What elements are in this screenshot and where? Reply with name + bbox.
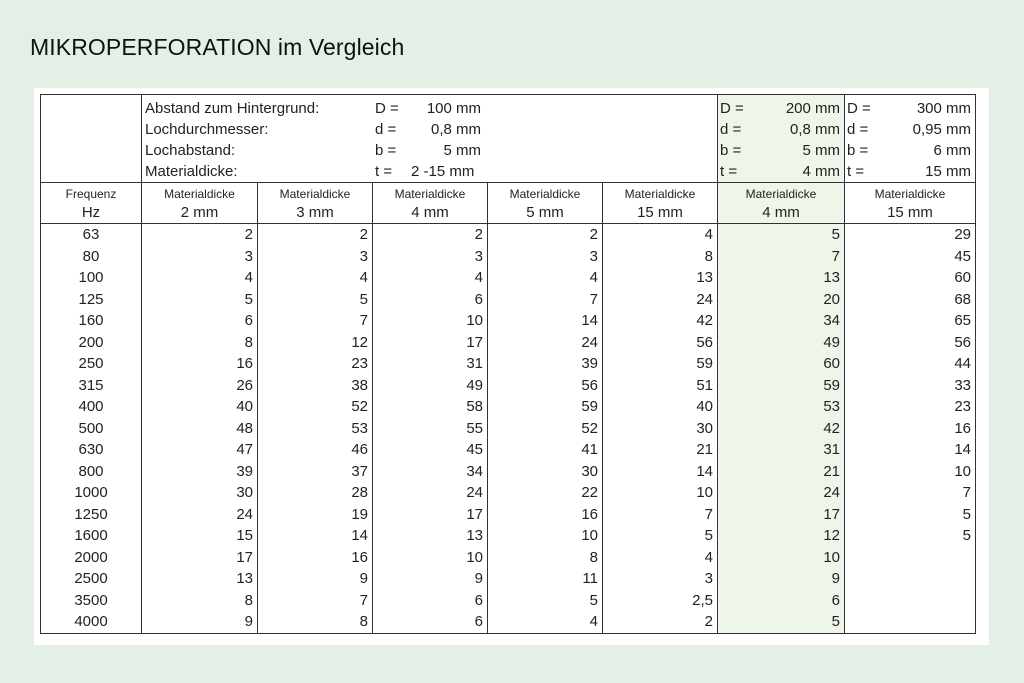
frequency-cell: 315	[41, 375, 142, 397]
column-header-unit: 2 mm	[180, 204, 219, 221]
value-cell: 44	[845, 353, 976, 375]
column-header	[373, 183, 488, 224]
parameter-label: Materialdicke:	[145, 163, 238, 180]
value-cell: 13	[718, 267, 845, 289]
value-cell: 49	[718, 332, 845, 354]
frequency-cell: 1600	[41, 525, 142, 547]
value-cell: 2	[373, 224, 488, 246]
parameter-variable: b =	[375, 142, 397, 159]
parameter-label: Lochdurchmesser:	[145, 121, 269, 138]
value-cell: 31	[718, 439, 845, 461]
frequency-cell: 100	[41, 267, 142, 289]
value-cell: 49	[373, 375, 488, 397]
frequency-cell: 630	[41, 439, 142, 461]
column-header-title: Materialdicke	[279, 187, 351, 201]
column-header	[488, 183, 603, 224]
col6-parameters	[718, 95, 845, 183]
value-cell: 3	[258, 246, 373, 268]
value-cell: 10	[373, 310, 488, 332]
value-cell: 13	[373, 525, 488, 547]
value-cell: 52	[488, 418, 603, 440]
value-cell: 34	[373, 461, 488, 483]
column-header-title: Materialdicke	[394, 187, 466, 201]
frequency-cell: 2000	[41, 547, 142, 569]
frequency-cell: 2500	[41, 568, 142, 590]
value-cell: 7	[845, 482, 976, 504]
parameter-variable: D =	[847, 100, 871, 117]
value-cell: 11	[488, 568, 603, 590]
value-cell: 3	[373, 246, 488, 268]
table-row	[41, 418, 976, 440]
value-cell: 9	[142, 611, 258, 633]
column-header	[845, 183, 976, 224]
column-header-title: Materialdicke	[164, 187, 235, 201]
value-cell: 10	[373, 547, 488, 569]
value-cell: 40	[603, 396, 718, 418]
value-cell: 6	[373, 611, 488, 633]
value-cell: 7	[488, 289, 603, 311]
value-cell	[845, 590, 976, 612]
value-cell	[845, 611, 976, 633]
parameter-variable: d =	[847, 121, 869, 138]
parameter-corner-cell	[41, 95, 142, 183]
value-cell: 10	[718, 547, 845, 569]
value-cell: 53	[258, 418, 373, 440]
value-cell: 3	[142, 246, 258, 268]
value-cell: 7	[258, 590, 373, 612]
value-cell: 14	[845, 439, 976, 461]
value-cell	[845, 568, 976, 590]
table-row	[41, 525, 976, 547]
table-row	[41, 246, 976, 268]
value-cell: 60	[845, 267, 976, 289]
parameter-value: 100 mm	[426, 100, 481, 117]
table-row	[41, 568, 976, 590]
value-cell: 23	[845, 396, 976, 418]
table-row	[41, 611, 976, 633]
parameter-line	[142, 119, 717, 140]
value-cell: 7	[258, 310, 373, 332]
column-header-title: Materialdicke	[509, 187, 581, 201]
table-row	[41, 504, 976, 526]
value-cell: 26	[142, 375, 258, 397]
value-cell: 8	[142, 332, 258, 354]
value-cell: 4	[142, 267, 258, 289]
table-row	[41, 224, 976, 246]
parameter-variable: D =	[720, 100, 744, 117]
parameter-value: 0,95 mm	[912, 121, 971, 138]
value-cell: 56	[603, 332, 718, 354]
parameter-variable: b =	[720, 142, 742, 159]
column-header	[41, 183, 142, 224]
value-cell: 5	[845, 525, 976, 547]
table-row	[41, 375, 976, 397]
parameter-variable: d =	[720, 121, 742, 138]
value-cell: 4	[603, 224, 718, 246]
value-cell: 53	[718, 396, 845, 418]
parameter-value: 0,8 mm	[789, 121, 840, 138]
parameter-variable: t =	[847, 163, 865, 180]
value-cell: 12	[258, 332, 373, 354]
value-cell: 52	[258, 396, 373, 418]
value-cell: 8	[142, 590, 258, 612]
table-row	[41, 267, 976, 289]
col7-parameters	[845, 95, 976, 183]
column-header	[603, 183, 718, 224]
value-cell: 19	[258, 504, 373, 526]
parameter-variable: t =	[720, 163, 738, 180]
value-cell: 30	[488, 461, 603, 483]
value-cell: 10	[603, 482, 718, 504]
value-cell: 30	[603, 418, 718, 440]
table-row	[41, 590, 976, 612]
value-cell: 39	[488, 353, 603, 375]
value-cell: 5	[718, 224, 845, 246]
parameter-value: 6 mm	[933, 142, 971, 159]
frequency-cell: 80	[41, 246, 142, 268]
value-cell: 39	[142, 461, 258, 483]
column-header-unit: 15 mm	[637, 204, 683, 221]
value-cell: 7	[603, 504, 718, 526]
parameter-variable: b =	[847, 142, 869, 159]
parameter-line	[142, 161, 717, 182]
value-cell: 59	[603, 353, 718, 375]
value-cell: 42	[718, 418, 845, 440]
value-cell: 48	[142, 418, 258, 440]
parameter-line	[845, 98, 975, 119]
column-header	[258, 183, 373, 224]
parameter-variable: t =	[375, 163, 393, 180]
parameter-line	[718, 140, 844, 161]
value-cell: 28	[258, 482, 373, 504]
value-cell: 21	[718, 461, 845, 483]
column-header-unit: 3 mm	[296, 204, 334, 221]
parameter-row	[41, 95, 976, 183]
value-cell: 6	[373, 590, 488, 612]
value-cell: 10	[488, 525, 603, 547]
parameter-label: Lochabstand:	[145, 142, 236, 159]
frequency-cell: 400	[41, 396, 142, 418]
table-row	[41, 332, 976, 354]
value-cell: 3	[488, 246, 603, 268]
table-row	[41, 439, 976, 461]
parameter-value: 15 mm	[925, 163, 971, 180]
value-cell: 45	[373, 439, 488, 461]
value-cell: 38	[258, 375, 373, 397]
column-header	[142, 183, 258, 224]
value-cell: 24	[488, 332, 603, 354]
value-cell: 5	[488, 590, 603, 612]
parameter-value: 4 mm	[802, 163, 840, 180]
parameter-value: 2 -15 mm	[411, 163, 475, 180]
column-header-unit: 4 mm	[762, 204, 800, 221]
value-cell: 59	[718, 375, 845, 397]
value-cell: 33	[845, 375, 976, 397]
value-cell: 7	[718, 246, 845, 268]
value-cell: 5	[142, 289, 258, 311]
parameter-line	[718, 161, 844, 182]
parameter-line	[718, 119, 844, 140]
value-cell: 56	[845, 332, 976, 354]
frequency-cell: 3500	[41, 590, 142, 612]
value-cell: 3	[603, 568, 718, 590]
value-cell: 14	[258, 525, 373, 547]
frequency-cell: 63	[41, 224, 142, 246]
parameter-value: 200 mm	[785, 100, 840, 117]
value-cell: 9	[718, 568, 845, 590]
column-header	[718, 183, 845, 224]
value-cell: 8	[603, 246, 718, 268]
table-row	[41, 310, 976, 332]
parameter-label: Abstand zum Hintergrund:	[145, 100, 320, 117]
value-cell: 17	[142, 547, 258, 569]
frequency-cell: 1000	[41, 482, 142, 504]
value-cell: 24	[373, 482, 488, 504]
column-header-unit: 15 mm	[887, 204, 933, 221]
parameter-value: 0,8 mm	[430, 121, 481, 138]
value-cell: 47	[142, 439, 258, 461]
value-cell: 16	[142, 353, 258, 375]
parameter-line	[845, 161, 975, 182]
column-header-title: Materialdicke	[874, 187, 946, 201]
value-cell: 2	[603, 611, 718, 633]
value-cell: 42	[603, 310, 718, 332]
value-cell: 9	[373, 568, 488, 590]
value-cell: 16	[488, 504, 603, 526]
column-header-row	[41, 183, 976, 224]
value-cell: 30	[142, 482, 258, 504]
value-cell: 68	[845, 289, 976, 311]
value-cell: 8	[258, 611, 373, 633]
column-header-title: Materialdicke	[745, 187, 817, 201]
value-cell: 17	[373, 504, 488, 526]
value-cell: 4	[488, 267, 603, 289]
value-cell: 13	[142, 568, 258, 590]
value-cell: 58	[373, 396, 488, 418]
value-cell: 5	[845, 504, 976, 526]
frequency-cell: 200	[41, 332, 142, 354]
value-cell: 14	[603, 461, 718, 483]
value-cell: 10	[845, 461, 976, 483]
value-cell: 4	[603, 547, 718, 569]
value-cell: 24	[142, 504, 258, 526]
value-cell: 2	[258, 224, 373, 246]
value-cell: 45	[845, 246, 976, 268]
value-cell: 6	[718, 590, 845, 612]
table-row	[41, 396, 976, 418]
parameter-value: 300 mm	[916, 100, 971, 117]
value-cell: 15	[142, 525, 258, 547]
frequency-cell: 250	[41, 353, 142, 375]
value-cell: 5	[258, 289, 373, 311]
parameter-line	[142, 140, 717, 161]
value-cell: 2,5	[603, 590, 718, 612]
frequency-cell: 800	[41, 461, 142, 483]
value-cell: 55	[373, 418, 488, 440]
value-cell: 5	[603, 525, 718, 547]
table-row	[41, 353, 976, 375]
value-cell: 24	[718, 482, 845, 504]
parameter-variable: d =	[375, 121, 397, 138]
value-cell: 12	[718, 525, 845, 547]
value-cell: 8	[488, 547, 603, 569]
parameter-line	[718, 98, 844, 119]
value-cell: 46	[258, 439, 373, 461]
value-cell: 24	[603, 289, 718, 311]
value-cell: 31	[373, 353, 488, 375]
value-cell: 20	[718, 289, 845, 311]
frequency-cell: 160	[41, 310, 142, 332]
main-parameters	[142, 95, 718, 183]
value-cell: 17	[373, 332, 488, 354]
column-header-unit: 4 mm	[411, 204, 449, 221]
value-cell: 41	[488, 439, 603, 461]
value-cell: 5	[718, 611, 845, 633]
value-cell: 22	[488, 482, 603, 504]
value-cell: 9	[258, 568, 373, 590]
value-cell: 17	[718, 504, 845, 526]
value-cell: 4	[258, 267, 373, 289]
value-cell: 23	[258, 353, 373, 375]
page-title: MIKROPERFORATION im Vergleich	[30, 34, 405, 60]
column-header-unit: 5 mm	[526, 204, 564, 221]
value-cell: 2	[142, 224, 258, 246]
parameter-line	[142, 98, 717, 119]
table-row	[41, 547, 976, 569]
value-cell: 34	[718, 310, 845, 332]
value-cell: 29	[845, 224, 976, 246]
column-header-title: Frequenz	[65, 187, 117, 201]
parameter-value: 5 mm	[443, 142, 481, 159]
value-cell: 14	[488, 310, 603, 332]
frequency-cell: 125	[41, 289, 142, 311]
value-cell: 13	[603, 267, 718, 289]
value-cell: 59	[488, 396, 603, 418]
column-header-unit: Hz	[81, 204, 101, 221]
value-cell: 6	[373, 289, 488, 311]
value-cell: 65	[845, 310, 976, 332]
table-row	[41, 461, 976, 483]
value-cell: 51	[603, 375, 718, 397]
value-cell: 4	[488, 611, 603, 633]
frequency-cell: 1250	[41, 504, 142, 526]
table-row	[41, 482, 976, 504]
parameter-variable: D =	[375, 100, 399, 117]
parameter-value: 5 mm	[802, 142, 840, 159]
value-cell: 16	[845, 418, 976, 440]
table-row	[41, 289, 976, 311]
column-header-title: Materialdicke	[624, 187, 696, 201]
value-cell: 56	[488, 375, 603, 397]
frequency-cell: 4000	[41, 611, 142, 633]
value-cell: 6	[142, 310, 258, 332]
table-panel	[34, 88, 989, 645]
value-cell: 60	[718, 353, 845, 375]
value-cell: 4	[373, 267, 488, 289]
parameter-line	[845, 119, 975, 140]
value-cell: 37	[258, 461, 373, 483]
value-cell: 21	[603, 439, 718, 461]
value-cell: 40	[142, 396, 258, 418]
value-cell: 16	[258, 547, 373, 569]
value-cell: 2	[488, 224, 603, 246]
comparison-table	[40, 94, 976, 634]
frequency-cell: 500	[41, 418, 142, 440]
value-cell	[845, 547, 976, 569]
parameter-line	[845, 140, 975, 161]
